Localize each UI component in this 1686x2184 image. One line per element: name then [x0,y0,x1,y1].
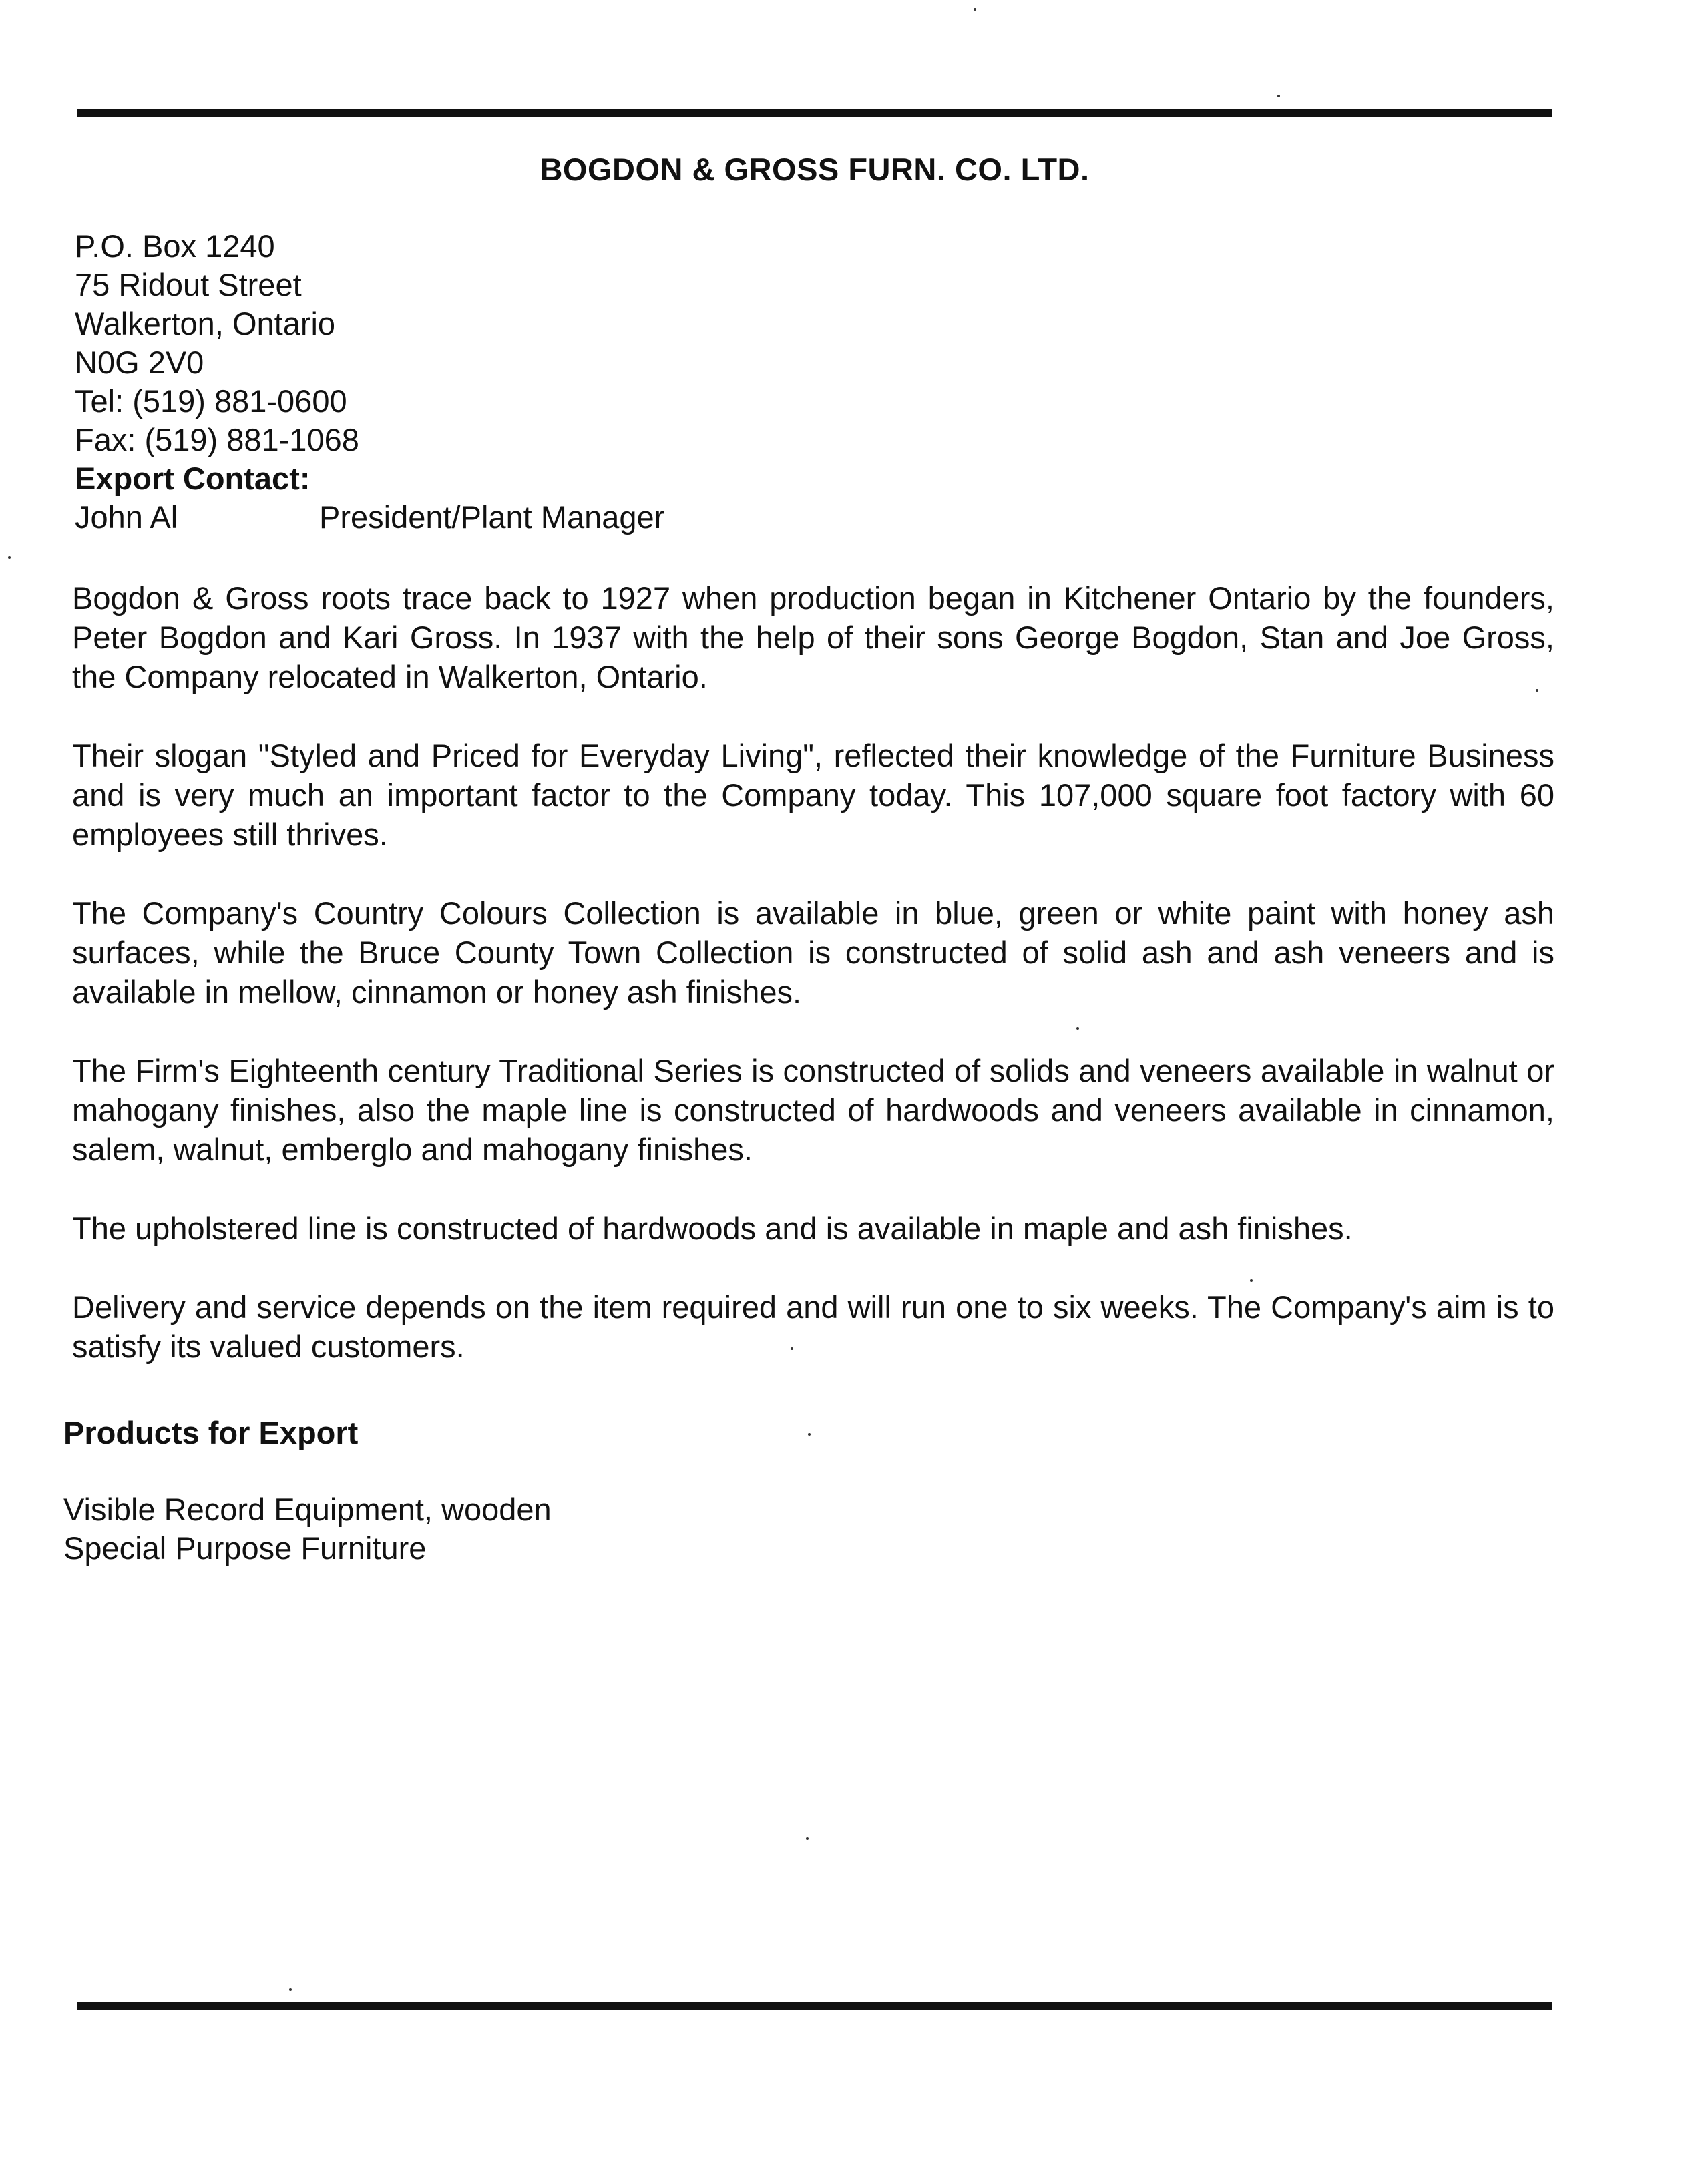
contact-role: President/Plant Manager [319,499,665,535]
scan-speck [808,1433,811,1436]
address-block [75,227,665,537]
paragraph-upholstered [72,1209,1554,1248]
scan-speck [1277,95,1280,97]
contact-name: John Al [75,499,178,535]
products-heading: Products for Export [63,1415,359,1450]
postal-code: N0G 2V0 [75,345,204,380]
export-contact-label: Export Contact: [75,461,310,496]
paragraph-text: Their slogan "Styled and Priced for Everyday Living", reflected their knowledge of the Furniture Business and is very much an important factor to the Company today. This 107,000 square foot factory with 60 employees still thrives. [72,738,1554,852]
scan-speck [806,1837,809,1840]
scan-speck [8,556,11,559]
street: 75 Ridout Street [75,267,302,302]
paragraph-slogan [72,736,1554,854]
product-item: Special Purpose Furniture [63,1530,427,1566]
bottom-rule [77,2002,1552,2010]
scan-speck [1536,689,1538,692]
products-list [63,1490,552,1568]
contact-row [75,498,665,537]
paragraph-collections [72,893,1554,1012]
paragraph-delivery [72,1287,1554,1366]
top-rule [77,109,1552,117]
paragraph-text: The Company's Country Colours Collection is available in blue, green or white paint with honey ash surfaces, while the Bruce County Town Collection is constructed of solid ash and ash veneers and is available in mellow, cinnamon or honey ash finishes. [72,895,1554,1010]
city: Walkerton, Ontario [75,306,336,341]
paragraph-text: The upholstered line is constructed of hardwoods and is available in maple and ash finishes. [72,1211,1353,1246]
paragraph-text: Bogdon & Gross roots trace back to 1927 when production began in Kitchener Ontario by the founders, Peter Bogdon and Kari Gross. In 1937 with the help of their sons George Bogdon, Stan and Joe Gross, the Company relocated in Walkerton, Ontario. [72,580,1554,694]
product-item: Visible Record Equipment, wooden [63,1492,552,1527]
scan-speck [1076,1027,1079,1030]
telephone: Tel: (519) 881-0600 [75,383,347,419]
scan-speck [791,1347,793,1350]
company-title: BOGDON & GROSS FURN. CO. LTD. [540,152,1090,187]
scan-speck [974,8,976,11]
paragraph-history [72,578,1554,696]
fax: Fax: (519) 881-1068 [75,422,359,457]
paragraph-series [72,1051,1554,1169]
paragraph-text: The Firm's Eighteenth century Traditional Series is constructed of solids and veneers available in walnut or mahogany finishes, also the maple line is constructed of hardwoods and veneers available in cinnamon, salem, walnut, emberglo and mahogany finishes. [72,1053,1554,1167]
paragraph-text: Delivery and service depends on the item required and will run one to six weeks. The Company's aim is to satisfy its valued customers. [72,1289,1554,1364]
po-box: P.O. Box 1240 [75,228,275,264]
scan-speck [289,1988,292,1991]
scan-speck [1250,1279,1253,1282]
